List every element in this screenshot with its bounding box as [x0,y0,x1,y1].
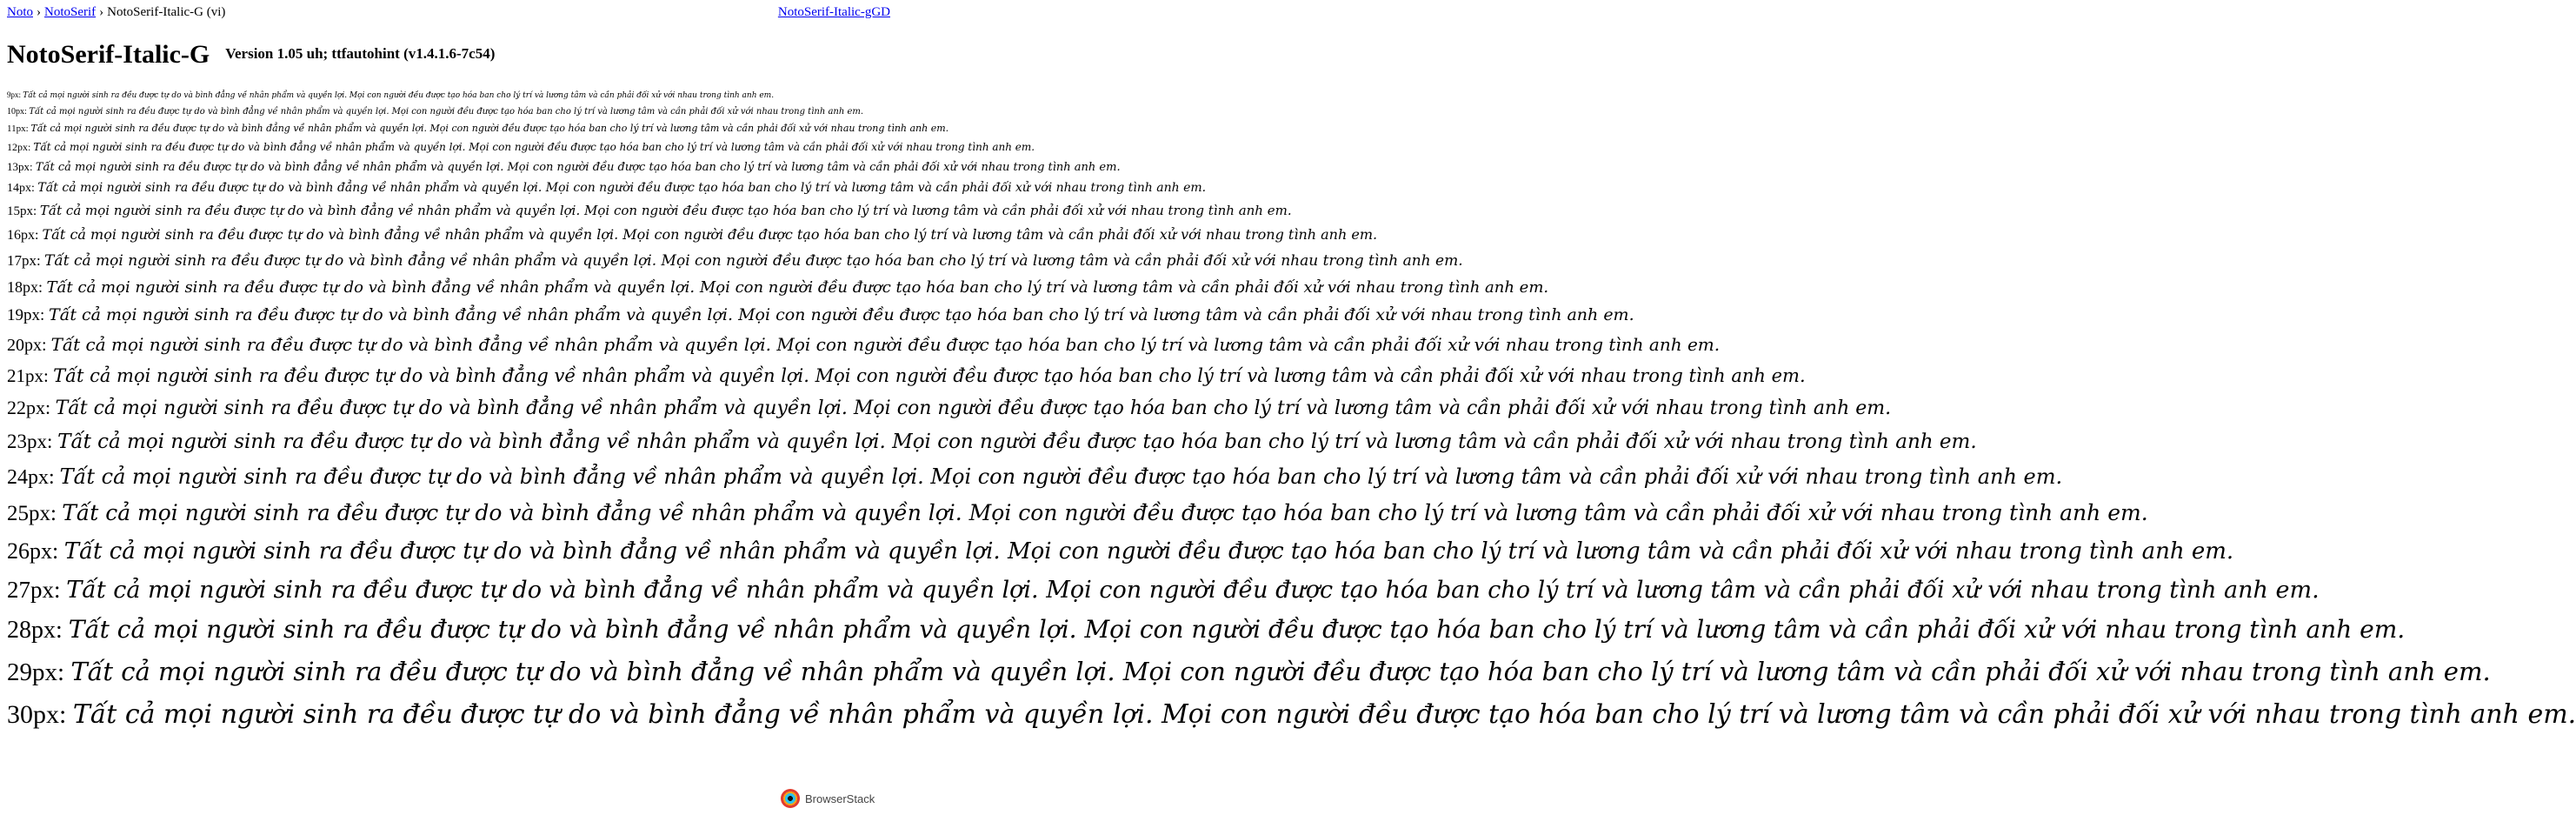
sample-row [7,532,2234,571]
sample-size-label: 28px: [7,617,63,644]
sample-size-label: 25px: [7,502,57,525]
sample-row [7,391,1892,424]
sample-row [7,104,890,120]
breadcrumb-separator: › [37,5,41,19]
sample-row [7,137,1035,157]
sample-size-label: 17px: [7,252,41,269]
sample-size-label: 30px: [7,700,67,729]
sample-row [7,571,2320,610]
sample-size-label: 23px: [7,431,53,452]
sample-text: Tất cả mọi người sinh ra đều được tự do và bình đẳng về nhân phẩm và quyền lợi. Mọi con người đều được tạo hóa ban cho lý trí và lương tâm và cần phải đối xử với nhau trong tình anh em. [50,334,1721,355]
sample-size-label: 15px: [7,204,37,218]
sample-size-label: 29px: [7,658,65,686]
sample-text: Tất cả mọi người sinh ra đều được tự do và bình đẳng về nhân phẩm và quyền lợi. Mọi con người đều được tạo hóa ban cho lý trí và lương tâm và cần phải đối xử với nhau trong tình anh em. [43,252,1463,270]
breadcrumb-current: NotoSerif-Italic-G (vi) [107,5,226,19]
sample-row [7,459,2063,495]
sample-row [7,693,2576,737]
sample-text: Tất cả mọi người sinh ra đều được tự do và bình đẳng về nhân phẩm và quyền lợi. Mọi con người đều được tạo hóa ban cho lý trí và lương tâm và cần phải đối xử với nhau trong tình anh em. [23,91,775,100]
sample-text: Tất cả mọi người sinh ra đều được tự do và bình đẳng về nhân phẩm và quyền lợi. Mọi con người đều được tạo hóa ban cho lý trí và lương tâm và cần phải đối xử với nhau trong tình anh em. [39,203,1292,218]
top-bar [7,4,890,20]
sample-row [7,199,1292,223]
next-font-link[interactable]: NotoSerif-Italic-gGD [777,5,890,19]
sample-size-label: 27px: [7,577,61,603]
page-header [7,38,495,71]
sample-row [7,330,1721,360]
sample-text: Tất cả mọi người sinh ra đều được tự do và bình đẳng về nhân phẩm và quyền lợi. Mọi con người đều được tạo hóa ban cho lý trí và lương tâm và cần phải đối xử với nhau trong tình anh em. [72,699,2576,730]
sample-text: Tất cả mọi người sinh ra đều được tự do và bình đẳng về nhân phẩm và quyền lợi. Mọi con người đều được tạo hóa ban cho lý trí và lương tâm và cần phải đối xử với nhau trong tình anh em. [49,305,1634,324]
sample-text: Tất cả mọi người sinh ra đều được tự do và bình đẳng về nhân phẩm và quyền lợi. Mọi con người đều được tạo hóa ban cho lý trí và lương tâm và cần phải đối xử với nhau trong tình anh em. [53,365,1806,386]
browserstack-logo [781,789,875,808]
sample-row [7,120,949,137]
sample-size-label: 18px: [7,278,43,296]
sample-size-label: 26px: [7,538,59,564]
sample-text: Tất cả mọi người sinh ra đều được tự do và bình đẳng về nhân phẩm và quyền lợi. Mọi con người đều được tạo hóa ban cho lý trí và lương tâm và cần phải đối xử với nhau trong tình anh em. [62,500,2148,525]
sample-text: Tất cả mọi người sinh ra đều được tự do và bình đẳng về nhân phẩm và quyền lợi. Mọi con người đều được tạo hóa ban cho lý trí và lương tâm và cần phải đối xử với nhau trong tình anh em. [30,123,949,134]
page-title: NotoSerif-Italic-G [7,40,210,69]
sample-text: Tất cả mọi người sinh ra đều được tự do và bình đẳng về nhân phẩm và quyền lợi. Mọi con người đều được tạo hóa ban cho lý trí và lương tâm và cần phải đối xử với nhau trong tình anh em. [63,538,2234,564]
sample-size-label: 14px: [7,182,35,195]
sample-row [7,157,1121,177]
sample-text: Tất cả mọi người sinh ra đều được tự do và bình đẳng về nhân phẩm và quyền lợi. Mọi con người đều được tạo hóa ban cho lý trí và lương tâm và cần phải đối xử với nhau trong tình anh em. [55,397,1892,419]
sample-row [7,495,2148,532]
font-version: Version 1.05 uh; ttfautohint (v1.4.1.6-7c54) [225,45,496,62]
sample-text: Tất cả mọi người sinh ra đều được tự do và bình đẳng về nhân phẩm và quyền lợi. Mọi con người đều được tạo hóa ban cho lý trí và lương tâm và cần phải đối xử với nhau trong tình anh em. [33,141,1035,153]
sample-text: Tất cả mọi người sinh ra đều được tự do và bình đẳng về nhân phẩm và quyền lợi. Mọi con người đều được tạo hóa ban cho lý trí và lương tâm và cần phải đối xử với nhau trong tình anh em. [66,577,2320,604]
sample-text: Tất cả mọi người sinh ra đều được tự do và bình đẳng về nhân phẩm và quyền lợi. Mọi con người đều được tạo hóa ban cho lý trí và lương tâm và cần phải đối xử với nhau trong tình anh em. [70,657,2491,686]
sample-text: Tất cả mọi người sinh ra đều được tự do và bình đẳng về nhân phẩm và quyền lợi. Mọi con người đều được tạo hóa ban cho lý trí và lương tâm và cần phải đối xử với nhau trong tình anh em. [35,161,1121,174]
sample-size-label: 21px: [7,365,49,386]
sample-text: Tất cả mọi người sinh ra đều được tự do và bình đẳng về nhân phẩm và quyền lợi. Mọi con người đều được tạo hóa ban cho lý trí và lương tâm và cần phải đối xử với nhau trong tình anh em. [68,615,2406,644]
sample-text: Tất cả mọi người sinh ra đều được tự do và bình đẳng về nhân phẩm và quyền lợi. Mọi con người đều được tạo hóa ban cho lý trí và lương tâm và cần phải đối xử với nhau trong tình anh em. [59,464,2063,489]
sample-text: Tất cả mọi người sinh ra đều được tự do và bình đẳng về nhân phẩm và quyền lợi. Mọi con người đều được tạo hóa ban cho lý trí và lương tâm và cần phải đối xử với nhau trong tình anh em. [46,278,1549,297]
sample-size-label: 24px: [7,466,55,489]
breadcrumb [7,5,225,19]
sample-size-label: 20px: [7,336,47,355]
sample-size-label: 10px: [7,107,27,117]
font-size-samples [7,88,2576,737]
sample-size-label: 19px: [7,306,45,324]
browserstack-brand-text: BrowserStack [805,792,875,805]
sample-text: Tất cả mọi người sinh ra đều được tự do và bình đẳng về nhân phẩm và quyền lợi. Mọi con người đều được tạo hóa ban cho lý trí và lương tâm và cần phải đối xử với nhau trong tình anh em. [37,181,1207,195]
breadcrumb-link-noto[interactable]: Noto [7,5,33,19]
sample-row [7,360,1806,391]
sample-size-label: 16px: [7,228,39,243]
sample-size-label: 12px: [7,141,31,153]
browserstack-icon [781,789,800,808]
sample-size-label: 13px: [7,160,33,173]
sample-row [7,88,890,104]
sample-row [7,424,1977,459]
sample-size-label: 22px: [7,397,51,418]
sample-row [7,248,1463,274]
sample-row [7,301,1634,330]
breadcrumb-link-notoserif[interactable]: NotoSerif [44,5,97,19]
breadcrumb-separator: › [99,5,104,19]
sample-size-label: 9px: [7,90,22,99]
sample-row [7,223,1378,248]
sample-row [7,651,2491,693]
sample-row [7,274,1549,301]
sample-row [7,610,2406,651]
sample-size-label: 11px: [7,124,29,134]
sample-text: Tất cả mọi người sinh ra đều được tự do và bình đẳng về nhân phẩm và quyền lợi. Mọi con người đều được tạo hóa ban cho lý trí và lương tâm và cần phải đối xử với nhau trong tình anh em. [42,226,1378,243]
sample-row [7,177,1207,199]
sample-text: Tất cả mọi người sinh ra đều được tự do và bình đẳng về nhân phẩm và quyền lợi. Mọi con người đều được tạo hóa ban cho lý trí và lương tâm và cần phải đối xử với nhau trong tình anh em. [29,107,864,117]
sample-text: Tất cả mọi người sinh ra đều được tự do và bình đẳng về nhân phẩm và quyền lợi. Mọi con người đều được tạo hóa ban cho lý trí và lương tâm và cần phải đối xử với nhau trong tình anh em. [57,431,1977,453]
